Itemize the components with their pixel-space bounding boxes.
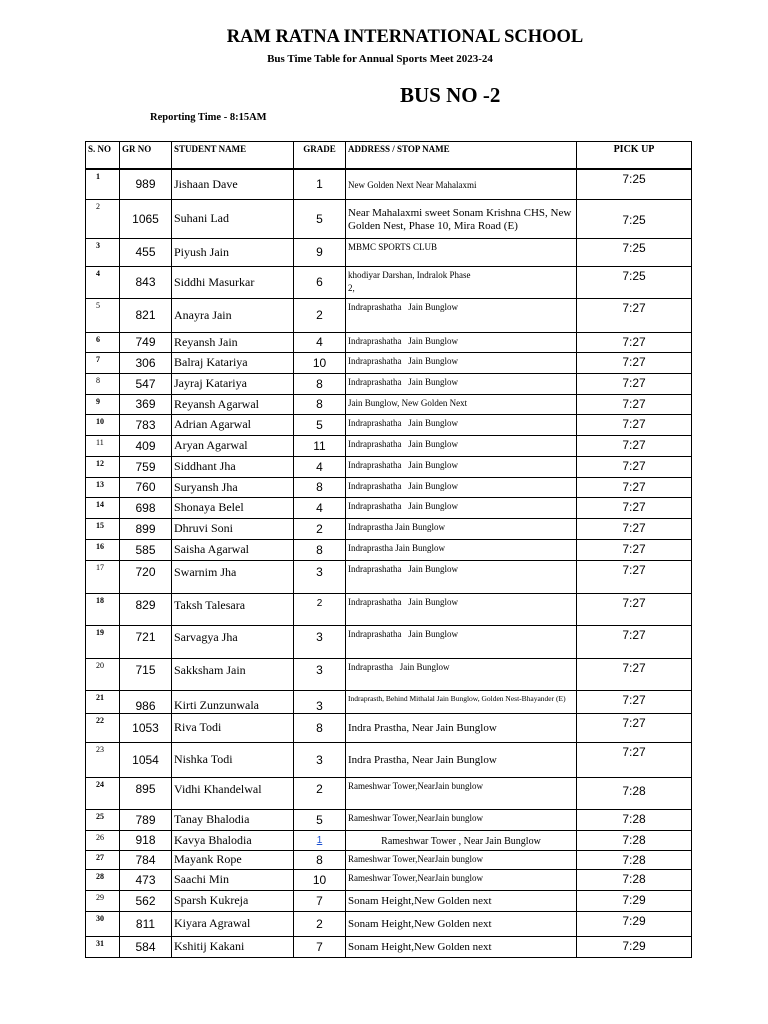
cell-grno: 989 — [120, 169, 172, 199]
cell-sno: 16 — [86, 539, 120, 560]
cell-grno: 369 — [120, 394, 172, 414]
cell-student-name: Suhani Lad — [172, 199, 294, 238]
cell-sno: 15 — [86, 518, 120, 539]
table-row — [86, 477, 692, 497]
cell-pickup: 7:27 — [577, 298, 692, 332]
cell-pickup: 7:25 — [577, 238, 692, 266]
cell-sno: 18 — [86, 593, 120, 625]
cell-grno: 455 — [120, 238, 172, 266]
cell-grno: 306 — [120, 352, 172, 373]
cell-student-name: Siddhant Jha — [172, 456, 294, 477]
table-row — [86, 456, 692, 477]
cell-pickup: 7:29 — [577, 936, 692, 957]
cell-address: khodiyar Darshan, Indralok Phase 2, — [346, 266, 577, 298]
cell-student-name: Adrian Agarwal — [172, 414, 294, 435]
table-row — [86, 414, 692, 435]
cell-grade: 3 — [294, 625, 346, 658]
cell-student-name: Suryansh Jha — [172, 477, 294, 497]
cell-pickup: 7:27 — [577, 658, 692, 690]
cell-pickup: 7:27 — [577, 497, 692, 518]
cell-grade: 8 — [294, 394, 346, 414]
cell-grade: 8 — [294, 373, 346, 394]
cell-pickup: 7:28 — [577, 830, 692, 850]
cell-grade: 7 — [294, 936, 346, 957]
cell-grno: 547 — [120, 373, 172, 394]
school-title: RAM RATNA INTERNATIONAL SCHOOL — [226, 27, 584, 47]
cell-sno: 25 — [86, 809, 120, 830]
cell-student-name: Dhruvi Soni — [172, 518, 294, 539]
cell-address: Sonam Height,New Golden next — [346, 911, 577, 936]
cell-grno: 698 — [120, 497, 172, 518]
cell-address: Rameshwar Tower,NearJain bunglow — [346, 777, 577, 809]
cell-student-name: Kirti Zunzunwala — [172, 690, 294, 713]
cell-address: Indraprashatha Jain Bunglow — [346, 477, 577, 497]
cell-grade: 8 — [294, 713, 346, 742]
table-row — [86, 435, 692, 456]
cell-grade: 2 — [294, 911, 346, 936]
cell-sno: 2 — [86, 199, 120, 238]
table-row — [86, 497, 692, 518]
col-header-sno: S. NO — [86, 142, 120, 170]
table-header-row — [86, 142, 692, 170]
table-row — [86, 199, 692, 238]
cell-pickup: 7:27 — [577, 690, 692, 713]
cell-grade-link[interactable]: 1 — [294, 830, 346, 850]
cell-address: Indraprashatha Jain Bunglow — [346, 298, 577, 332]
cell-address: Indraprashatha Jain Bunglow — [346, 373, 577, 394]
cell-grno: 783 — [120, 414, 172, 435]
cell-address: Indraprashatha Jain Bunglow — [346, 435, 577, 456]
cell-sno: 23 — [86, 742, 120, 777]
col-header-grade: GRADE — [294, 142, 346, 170]
cell-student-name: Shonaya Belel — [172, 497, 294, 518]
table-row — [86, 809, 692, 830]
table-row — [86, 593, 692, 625]
cell-address: Indraprashatha Jain Bunglow — [346, 332, 577, 352]
cell-student-name: Saachi Min — [172, 869, 294, 890]
table-row — [86, 266, 692, 298]
cell-student-name: Piyush Jain — [172, 238, 294, 266]
cell-grade: 6 — [294, 266, 346, 298]
table-row — [86, 625, 692, 658]
cell-address: Indraprastha Jain Bunglow — [346, 539, 577, 560]
table-row — [86, 352, 692, 373]
table-row — [86, 332, 692, 352]
cell-address: Sonam Height,New Golden next — [346, 890, 577, 911]
cell-address: Indraprasth, Behind Mithalal Jain Bunglow, Golden Nest-Bhayander (E) — [346, 690, 577, 713]
cell-grno: 715 — [120, 658, 172, 690]
cell-pickup: 7:29 — [577, 890, 692, 911]
cell-grade: 5 — [294, 809, 346, 830]
cell-sno: 11 — [86, 435, 120, 456]
cell-sno: 26 — [86, 830, 120, 850]
cell-pickup: 7:27 — [577, 518, 692, 539]
cell-pickup: 7:27 — [577, 373, 692, 394]
cell-pickup: 7:28 — [577, 777, 692, 809]
cell-grade: 10 — [294, 352, 346, 373]
cell-grno: 843 — [120, 266, 172, 298]
cell-sno: 5 — [86, 298, 120, 332]
cell-pickup: 7:27 — [577, 539, 692, 560]
cell-grade: 5 — [294, 199, 346, 238]
cell-pickup: 7:29 — [577, 911, 692, 936]
cell-pickup: 7:25 — [577, 169, 692, 199]
col-header-student-name: STUDENT NAME — [172, 142, 294, 170]
cell-student-name: Riva Todi — [172, 713, 294, 742]
cell-grno: 1053 — [120, 713, 172, 742]
cell-sno: 9 — [86, 394, 120, 414]
cell-sno: 7 — [86, 352, 120, 373]
bus-timetable — [85, 141, 692, 958]
cell-pickup: 7:28 — [577, 850, 692, 869]
cell-grno: 821 — [120, 298, 172, 332]
cell-grno: 1054 — [120, 742, 172, 777]
cell-grade: 4 — [294, 332, 346, 352]
cell-grno: 760 — [120, 477, 172, 497]
cell-grade: 8 — [294, 477, 346, 497]
cell-pickup: 7:27 — [577, 625, 692, 658]
cell-pickup: 7:27 — [577, 477, 692, 497]
cell-grade: 9 — [294, 238, 346, 266]
cell-student-name: Aryan Agarwal — [172, 435, 294, 456]
cell-pickup: 7:27 — [577, 394, 692, 414]
cell-address: Near Mahalaxmi sweet Sonam Krishna CHS, New Golden Nest, Phase 10, Mira Road (E) — [346, 199, 577, 238]
cell-pickup: 7:27 — [577, 435, 692, 456]
table-row — [86, 742, 692, 777]
cell-grno: 811 — [120, 911, 172, 936]
table-row — [86, 830, 692, 850]
cell-pickup: 7:25 — [577, 199, 692, 238]
cell-sno: 24 — [86, 777, 120, 809]
table-row — [86, 713, 692, 742]
cell-address: Indraprastha Jain Bunglow — [346, 658, 577, 690]
table-row — [86, 911, 692, 936]
cell-grno: 749 — [120, 332, 172, 352]
cell-grno: 895 — [120, 777, 172, 809]
cell-student-name: Sakksham Jain — [172, 658, 294, 690]
cell-pickup: 7:27 — [577, 352, 692, 373]
cell-sno: 6 — [86, 332, 120, 352]
cell-grno: 1065 — [120, 199, 172, 238]
cell-grno: 899 — [120, 518, 172, 539]
cell-grno: 473 — [120, 869, 172, 890]
table-row — [86, 890, 692, 911]
cell-grade: 2 — [294, 298, 346, 332]
cell-grno: 789 — [120, 809, 172, 830]
table-row — [86, 394, 692, 414]
cell-student-name: Nishka Todi — [172, 742, 294, 777]
cell-grno: 562 — [120, 890, 172, 911]
cell-grade: 1 — [294, 169, 346, 199]
cell-student-name: Saisha Agarwal — [172, 539, 294, 560]
cell-student-name: Taksh Talesara — [172, 593, 294, 625]
cell-grade: 2 — [294, 777, 346, 809]
col-header-address: ADDRESS / STOP NAME — [346, 142, 577, 170]
cell-student-name: Kshitij Kakani — [172, 936, 294, 957]
cell-sno: 12 — [86, 456, 120, 477]
cell-grno: 721 — [120, 625, 172, 658]
cell-student-name: Jishaan Dave — [172, 169, 294, 199]
cell-sno: 14 — [86, 497, 120, 518]
cell-address: Indra Prastha, Near Jain Bunglow — [346, 713, 577, 742]
cell-grade: 4 — [294, 456, 346, 477]
col-header-pickup: PICK UP — [577, 142, 692, 170]
cell-address: Indraprashatha Jain Bunglow — [346, 456, 577, 477]
cell-address: New Golden Next Near Mahalaxmi — [346, 169, 577, 199]
cell-sno: 29 — [86, 890, 120, 911]
cell-address: Jain Bunglow, New Golden Next — [346, 394, 577, 414]
cell-pickup: 7:27 — [577, 414, 692, 435]
cell-pickup: 7:27 — [577, 593, 692, 625]
table-row — [86, 373, 692, 394]
cell-grade: 5 — [294, 414, 346, 435]
cell-grade: 2 — [294, 593, 346, 625]
cell-address: Indraprashatha Jain Bunglow — [346, 497, 577, 518]
table-row — [86, 238, 692, 266]
cell-grno: 829 — [120, 593, 172, 625]
cell-grade: 3 — [294, 560, 346, 593]
cell-address: Rameshwar Tower,NearJain bunglow — [346, 809, 577, 830]
cell-student-name: Balraj Katariya — [172, 352, 294, 373]
cell-grno: 720 — [120, 560, 172, 593]
cell-grade: 3 — [294, 742, 346, 777]
table-row — [86, 539, 692, 560]
table-row — [86, 690, 692, 713]
cell-sno: 20 — [86, 658, 120, 690]
timetable-subtitle: Bus Time Table for Annual Sports Meet 2023-24 — [267, 53, 493, 65]
cell-sno: 10 — [86, 414, 120, 435]
bus-number: BUS NO -2 — [400, 83, 501, 107]
cell-grade: 4 — [294, 497, 346, 518]
cell-student-name: Anayra Jain — [172, 298, 294, 332]
table-row — [86, 298, 692, 332]
cell-pickup: 7:27 — [577, 560, 692, 593]
table-row — [86, 560, 692, 593]
cell-student-name: Siddhi Masurkar — [172, 266, 294, 298]
cell-address: MBMC SPORTS CLUB — [346, 238, 577, 266]
cell-student-name: Reyansh Jain — [172, 332, 294, 352]
cell-student-name: Kavya Bhalodia — [172, 830, 294, 850]
cell-pickup: 7:27 — [577, 742, 692, 777]
cell-sno: 13 — [86, 477, 120, 497]
cell-grno: 918 — [120, 830, 172, 850]
cell-address: Indraprashatha Jain Bunglow — [346, 414, 577, 435]
cell-sno: 27 — [86, 850, 120, 869]
cell-address: Rameshwar Tower,NearJain bunglow — [346, 850, 577, 869]
cell-address: Indra Prastha, Near Jain Bunglow — [346, 742, 577, 777]
table-row — [86, 169, 692, 199]
cell-address: Rameshwar Tower,NearJain bunglow — [346, 869, 577, 890]
cell-student-name: Mayank Rope — [172, 850, 294, 869]
cell-grade: 3 — [294, 658, 346, 690]
cell-address: Indraprashatha Jain Bunglow — [346, 625, 577, 658]
cell-student-name: Swarnim Jha — [172, 560, 294, 593]
cell-address: Rameshwar Tower , Near Jain Bunglow — [346, 830, 577, 850]
cell-student-name: Jayraj Katariya — [172, 373, 294, 394]
cell-sno: 30 — [86, 911, 120, 936]
cell-grno: 986 — [120, 690, 172, 713]
cell-address: Indraprashatha Jain Bunglow — [346, 593, 577, 625]
table-row — [86, 658, 692, 690]
cell-student-name: Sarvagya Jha — [172, 625, 294, 658]
cell-sno: 28 — [86, 869, 120, 890]
cell-sno: 1 — [86, 169, 120, 199]
cell-grno: 584 — [120, 936, 172, 957]
cell-address: Indraprashatha Jain Bunglow — [346, 352, 577, 373]
cell-student-name: Reyansh Agarwal — [172, 394, 294, 414]
cell-address: Sonam Height,New Golden next — [346, 936, 577, 957]
cell-sno: 17 — [86, 560, 120, 593]
cell-pickup: 7:27 — [577, 456, 692, 477]
cell-grade: 3 — [294, 690, 346, 713]
cell-pickup: 7:28 — [577, 809, 692, 830]
cell-grno: 585 — [120, 539, 172, 560]
cell-sno: 22 — [86, 713, 120, 742]
cell-student-name: Kiyara Agrawal — [172, 911, 294, 936]
cell-pickup: 7:25 — [577, 266, 692, 298]
cell-student-name: Tanay Bhalodia — [172, 809, 294, 830]
col-header-grno: GR NO — [120, 142, 172, 170]
cell-sno: 3 — [86, 238, 120, 266]
cell-grade: 11 — [294, 435, 346, 456]
reporting-time: Reporting Time - 8:15AM — [150, 112, 267, 123]
cell-grade: 8 — [294, 539, 346, 560]
cell-grade: 7 — [294, 890, 346, 911]
cell-address: Indraprashatha Jain Bunglow — [346, 560, 577, 593]
cell-sno: 4 — [86, 266, 120, 298]
cell-pickup: 7:27 — [577, 713, 692, 742]
cell-address: Indraprastha Jain Bunglow — [346, 518, 577, 539]
cell-grade: 8 — [294, 850, 346, 869]
cell-sno: 31 — [86, 936, 120, 957]
table-row — [86, 936, 692, 957]
cell-sno: 8 — [86, 373, 120, 394]
table-row — [86, 869, 692, 890]
cell-grade: 2 — [294, 518, 346, 539]
cell-pickup: 7:28 — [577, 869, 692, 890]
cell-student-name: Sparsh Kukreja — [172, 890, 294, 911]
table-row — [86, 777, 692, 809]
cell-sno: 19 — [86, 625, 120, 658]
cell-sno: 21 — [86, 690, 120, 713]
cell-grno: 759 — [120, 456, 172, 477]
cell-pickup: 7:27 — [577, 332, 692, 352]
table-row — [86, 850, 692, 869]
table-row — [86, 518, 692, 539]
cell-student-name: Vidhi Khandelwal — [172, 777, 294, 809]
cell-grno: 409 — [120, 435, 172, 456]
cell-grno: 784 — [120, 850, 172, 869]
cell-grade: 10 — [294, 869, 346, 890]
